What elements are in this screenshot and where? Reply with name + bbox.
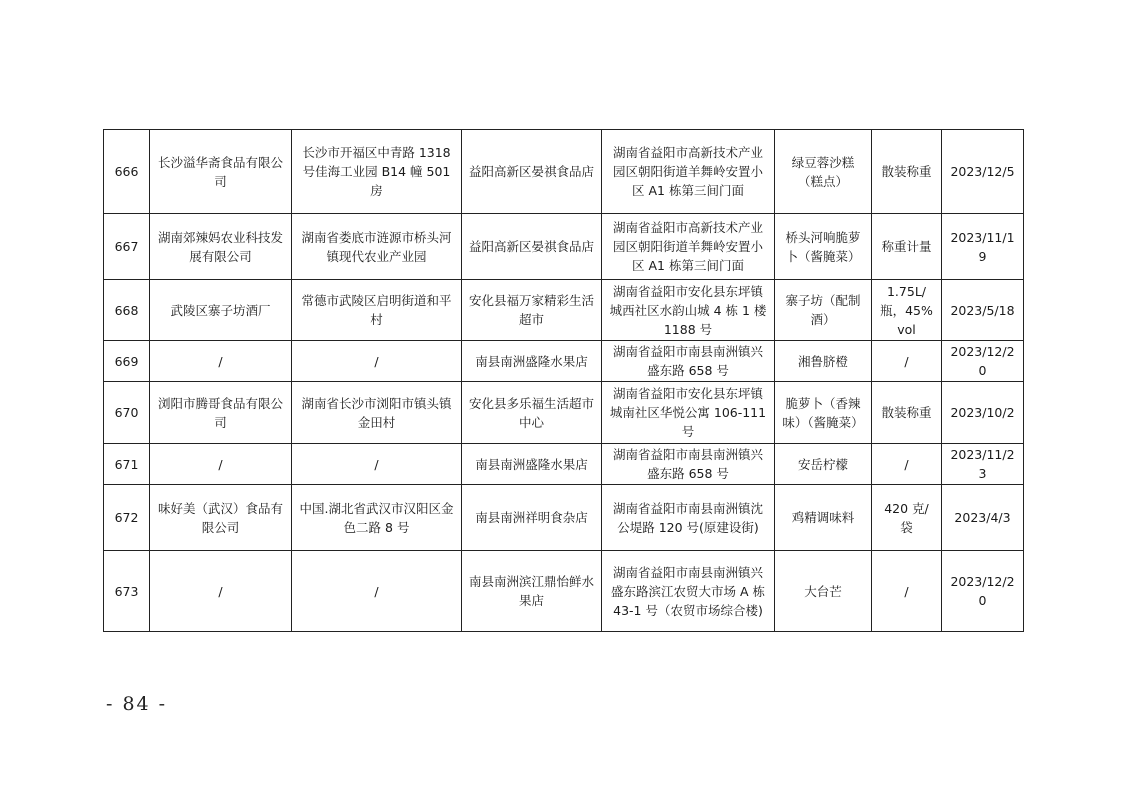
cell-no: 670 [104, 382, 150, 444]
table-row [104, 130, 1024, 214]
table-row [104, 280, 1024, 341]
table-row [104, 382, 1024, 444]
cell-product: 桥头河响脆萝卜（酱腌菜） [775, 214, 872, 280]
cell-no: 673 [104, 551, 150, 632]
cell-seller-address: 湖南省益阳市南县南洲镇沈公堤路 120 号(原建设街) [602, 485, 775, 551]
cell-seller: 益阳高新区晏祺食品店 [462, 214, 602, 280]
cell-producer-address: 中国.湖北省武汉市汉阳区金色二路 8 号 [292, 485, 462, 551]
cell-spec: 1.75L/瓶，45%vol [872, 280, 942, 341]
cell-no: 668 [104, 280, 150, 341]
cell-seller: 安化县多乐福生活超市中心 [462, 382, 602, 444]
cell-seller-address: 湖南省益阳市南县南洲镇兴盛东路 658 号 [602, 444, 775, 485]
cell-producer: 武陵区寨子坊酒厂 [150, 280, 292, 341]
cell-seller-address: 湖南省益阳市高新技术产业园区朝阳街道羊舞岭安置小区 A1 栋第三间门面 [602, 214, 775, 280]
table-row [104, 485, 1024, 551]
table-row [104, 214, 1024, 280]
cell-date: 2023/12/5 [942, 130, 1024, 214]
cell-product: 湘鲁脐橙 [775, 341, 872, 382]
cell-product: 绿豆蓉沙糕（糕点） [775, 130, 872, 214]
cell-no: 667 [104, 214, 150, 280]
cell-seller: 益阳高新区晏祺食品店 [462, 130, 602, 214]
table-row [104, 551, 1024, 632]
cell-spec: 散装称重 [872, 130, 942, 214]
cell-date: 2023/11/19 [942, 214, 1024, 280]
cell-seller-address: 湖南省益阳市南县南洲镇兴盛东路滨江农贸大市场 A 栋 43-1 号（农贸市场综合楼) [602, 551, 775, 632]
cell-seller: 南县南洲滨江鼎怡鲜水果店 [462, 551, 602, 632]
cell-producer-address: 湖南省长沙市浏阳市镇头镇金田村 [292, 382, 462, 444]
cell-date: 2023/10/2 [942, 382, 1024, 444]
cell-seller-address: 湖南省益阳市高新技术产业园区朝阳街道羊舞岭安置小区 A1 栋第三间门面 [602, 130, 775, 214]
cell-date: 2023/5/18 [942, 280, 1024, 341]
cell-seller: 安化县福万家精彩生活超市 [462, 280, 602, 341]
cell-no: 666 [104, 130, 150, 214]
cell-producer-address: / [292, 551, 462, 632]
cell-seller-address: 湖南省益阳市安化县东坪镇城西社区水韵山城 4 栋 1 楼 1188 号 [602, 280, 775, 341]
cell-spec: 散装称重 [872, 382, 942, 444]
cell-product: 安岳柠檬 [775, 444, 872, 485]
table-row [104, 444, 1024, 485]
cell-no: 671 [104, 444, 150, 485]
cell-date: 2023/12/20 [942, 551, 1024, 632]
cell-date: 2023/11/23 [942, 444, 1024, 485]
cell-producer: / [150, 341, 292, 382]
cell-date: 2023/4/3 [942, 485, 1024, 551]
cell-spec: / [872, 444, 942, 485]
cell-producer-address: 湖南省娄底市涟源市桥头河镇现代农业产业园 [292, 214, 462, 280]
cell-seller-address: 湖南省益阳市安化县东坪镇城南社区华悦公寓 106-111 号 [602, 382, 775, 444]
cell-producer: 浏阳市腾哥食品有限公司 [150, 382, 292, 444]
cell-product: 大台芒 [775, 551, 872, 632]
cell-spec: / [872, 551, 942, 632]
food-inspection-table [103, 129, 1024, 632]
cell-seller: 南县南洲盛隆水果店 [462, 341, 602, 382]
cell-producer-address: / [292, 341, 462, 382]
page-number: - 84 - [106, 693, 168, 715]
cell-product: 寨子坊（配制酒） [775, 280, 872, 341]
cell-seller: 南县南洲盛隆水果店 [462, 444, 602, 485]
cell-spec: 称重计量 [872, 214, 942, 280]
cell-producer: 长沙溢华斋食品有限公司 [150, 130, 292, 214]
cell-producer-address: / [292, 444, 462, 485]
cell-producer: / [150, 444, 292, 485]
cell-no: 669 [104, 341, 150, 382]
table-row [104, 341, 1024, 382]
cell-product: 脆萝卜（香辣味）（酱腌菜） [775, 382, 872, 444]
cell-date: 2023/12/20 [942, 341, 1024, 382]
cell-spec: / [872, 341, 942, 382]
cell-seller: 南县南洲祥明食杂店 [462, 485, 602, 551]
table-body [104, 130, 1024, 632]
cell-producer: 湖南郊辣妈农业科技发展有限公司 [150, 214, 292, 280]
cell-spec: 420 克/袋 [872, 485, 942, 551]
cell-producer: 味好美（武汉）食品有限公司 [150, 485, 292, 551]
cell-producer-address: 长沙市开福区中青路 1318 号佳海工业园 B14 幢 501 房 [292, 130, 462, 214]
cell-product: 鸡精调味料 [775, 485, 872, 551]
cell-producer-address: 常德市武陵区启明街道和平村 [292, 280, 462, 341]
cell-seller-address: 湖南省益阳市南县南洲镇兴盛东路 658 号 [602, 341, 775, 382]
cell-producer: / [150, 551, 292, 632]
cell-no: 672 [104, 485, 150, 551]
